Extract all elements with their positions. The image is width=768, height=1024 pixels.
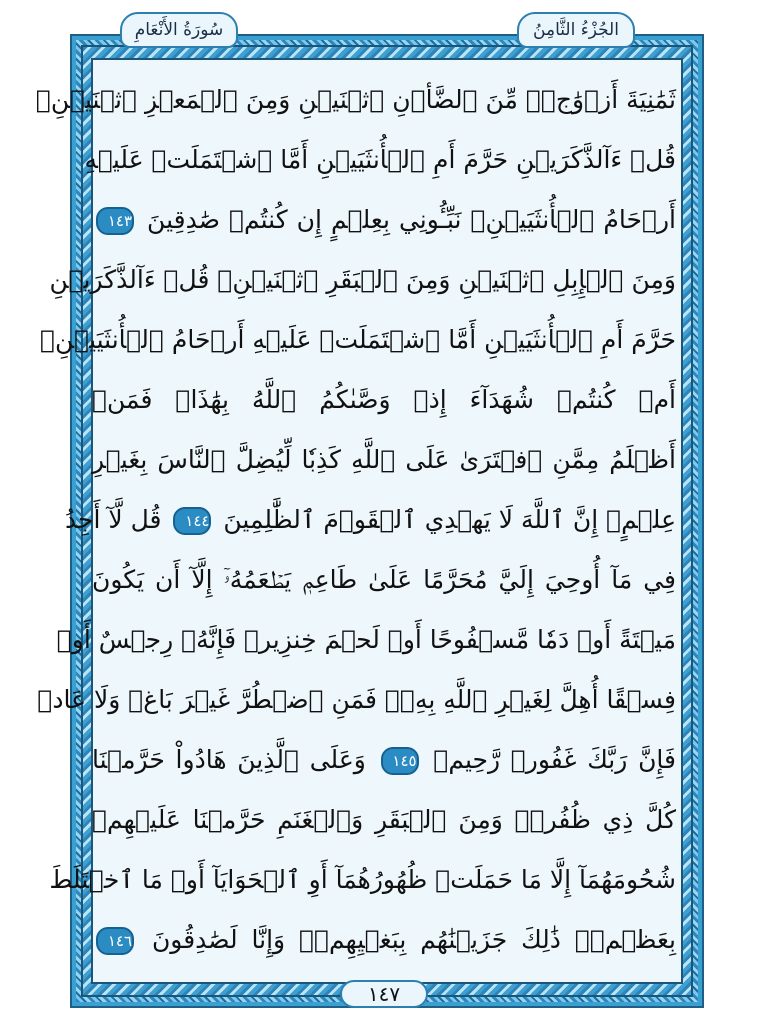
- ayah-number-marker: ١٤٦: [96, 927, 134, 955]
- text-line-4: وَمِنَ ٱلۡإِبِلِ ٱثۡنَيۡنِ وَمِنَ ٱلۡبَقَرِ ٱثۡنَيۡنِۗ قُلۡ ءَآلذَّكَرَيۡنِ: [49, 265, 676, 294]
- text-line-6: أَمۡ كُنتُمۡ شُهَدَآءَ إِذۡ وَصَّىٰكُمُ ٱللَّهُ بِهَٰذَاۚ فَمَنۡ: [92, 385, 676, 414]
- surah-name-label: سُورَةُ الأَنْعَامِ: [120, 12, 238, 48]
- text-line-15: بِعَظۡمٖۚ ذَٰلِكَ جَزَيۡنَٰهُم بِبَغۡيِهِمۡۖ وَإِنَّا لَصَٰدِقُونَ ١٤٦: [92, 910, 676, 970]
- text-line-5: حَرَّمَ أَمِ ٱلۡأُنثَيَيۡنِ أَمَّا ٱشۡتَمَلَتۡ عَلَيۡهِ أَرۡحَامُ ٱلۡأُنثَيَيۡنِۖ: [40, 325, 676, 354]
- text-line-11: فِسۡقًا أُهِلَّ لِغَيۡرِ ٱللَّهِ بِهِۦۚ فَمَنِ ٱضۡطُرَّ غَيۡرَ بَاغٖ وَلَا عَادٖ: [37, 685, 676, 714]
- text-line-3: أَرۡحَامُ ٱلۡأُنثَيَيۡنِۖ نَبِّـُٔونِي بِعِلۡمٍ إِن كُنتُمۡ صَٰدِقِينَ ١٤٣: [92, 190, 676, 250]
- text-line-12: فَإِنَّ رَبَّكَ غَفُورٞ رَّحِيمٞ ١٤٥ وَعَلَى ٱلَّذِينَ هَادُواْ حَرَّمۡنَا: [92, 745, 677, 774]
- verse-text-area: [35, 70, 677, 970]
- text-line-7: أَظۡلَمُ مِمَّنِ ٱفۡتَرَىٰ عَلَى ٱللَّهِ كَذِبٗا لِّيُضِلَّ ٱلنَّاسَ بِغَيۡرِ: [92, 445, 676, 474]
- text-line-10: مَيۡتَةً أَوۡ دَمٗا مَّسۡفُوحًا أَوۡ لَحۡمَ خِنزِيرٖ فَإِنَّهُۥ رِجۡسٌ أَوۡ: [56, 625, 676, 654]
- text-line-2: قُلۡ ءَآلذَّكَرَيۡنِ حَرَّمَ أَمِ ٱلۡأُنثَيَيۡنِ أَمَّا ٱشۡتَمَلَتۡ عَلَيۡهِ: [84, 145, 676, 174]
- text-line-13: كُلَّ ذِي ظُفُرٖۖ وَمِنَ ٱلۡبَقَرِ وَٱلۡغَنَمِ حَرَّمۡنَا عَلَيۡهِمۡ: [92, 805, 676, 834]
- text-line-14: شُحُومَهُمَآ إِلَّا مَا حَمَلَتۡ ظُهُورُهُمَآ أَوِ ٱلۡحَوَايَآ أَوۡ مَا ٱخۡتَلَطَ: [49, 865, 676, 894]
- text-line-1: ثَمَٰنِيَةَ أَزۡوَٰجٖۖ مِّنَ ٱلضَّأۡنِ ٱثۡنَيۡنِ وَمِنَ ٱلۡمَعۡزِ ٱثۡنَيۡنِۗ: [35, 85, 676, 114]
- juz-name-label: الجُزْءُ الثَّامِنُ: [517, 12, 635, 48]
- text-line-9: فِي مَآ أُوحِيَ إِلَيَّ مُحَرَّمًا عَلَىٰ طَاعِمٖ يَطۡعَمُهُۥٓ إِلَّآ أَن يَكُونَ: [92, 565, 676, 594]
- text-line-8: عِلۡمٍۚ إِنَّ ٱللَّهَ لَا يَهۡدِي ٱلۡقَوۡمَ ٱلظَّٰلِمِينَ ١٤٤ قُل لَّآ أَجِدُ: [64, 505, 676, 534]
- ayah-number-marker: ١٤٣: [96, 207, 134, 235]
- ayah-number-marker: ١٤٥: [381, 747, 419, 775]
- ayah-number-marker: ١٤٤: [173, 507, 211, 535]
- page-number: ١٤٧: [340, 980, 428, 1008]
